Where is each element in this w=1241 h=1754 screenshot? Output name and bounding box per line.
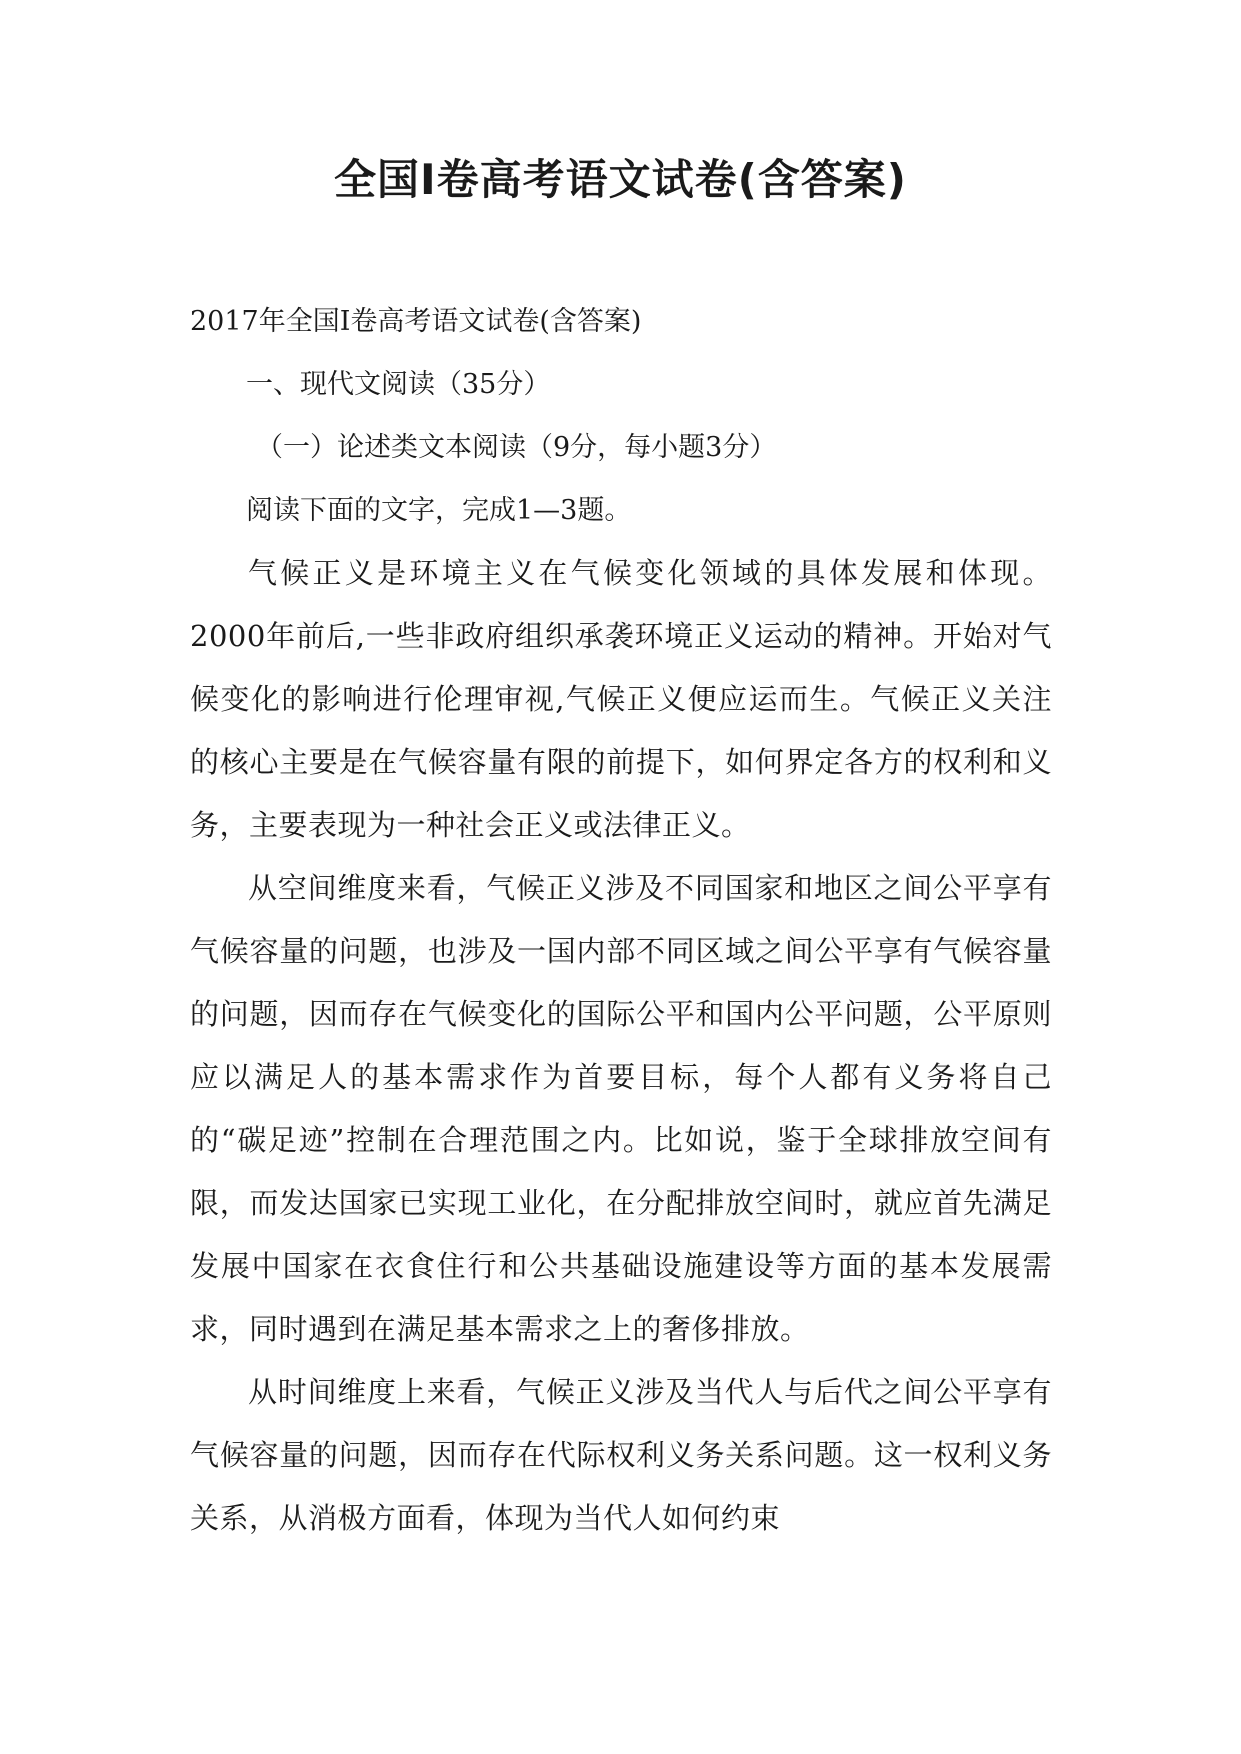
document-title: 全国Ⅰ卷高考语文试卷(含答案): [333, 155, 908, 204]
paragraph-temporal-dimension: 从时间维度上来看，气候正义涉及当代人与后代之间公平享有气候容量的问题，因而存在代际权利义务关系问题。这一权利义务关系，从消极方面看，体现为当代人如何约束: [190, 1375, 1052, 1535]
document-subtitle: 2017年全国Ⅰ卷高考语文试卷(含答案): [190, 306, 642, 337]
subsection-heading: （一）论述类文本阅读（9分，每小题3分）: [256, 432, 777, 463]
reading-instruction: 阅读下面的文字，完成1—3题。: [246, 495, 632, 526]
document-body: [190, 290, 1052, 1550]
paragraph-spatial-dimension: 从空间维度来看，气候正义涉及不同国家和地区之间公平享有气候容量的问题，也涉及一国内部不同区域之间公平享有气候容量的问题，因而存在气候变化的国际公平和国内公平问题，公平原则应以满足人的基本需求作为首要目标，每个人都有义务将自己的“碳足迹”控制在合理范围之内。比如说，鉴于全球排放空间有限，而发达国家已实现工业化，在分配排放空间时，就应首先满足发展中国家在衣食住行和公共基础设施建设等方面的基本发展需求，同时遇到在满足基本需求之上的奢侈排放。: [190, 871, 1052, 1346]
section-heading: 一、现代文阅读（35分）: [246, 369, 551, 400]
paragraph-climate-justice-definition: 气候正义是环境主义在气候变化领域的具体发展和体现。2000年前后,一些非政府组织承袭环境正义运动的精神。开始对气候变化的影响进行伦理审视,气候正义便应运而生。气候正义关注的核心主要是在气候容量有限的前提下，如何界定各方的权利和义务，主要表现为一种社会正义或法律正义。: [190, 556, 1052, 842]
